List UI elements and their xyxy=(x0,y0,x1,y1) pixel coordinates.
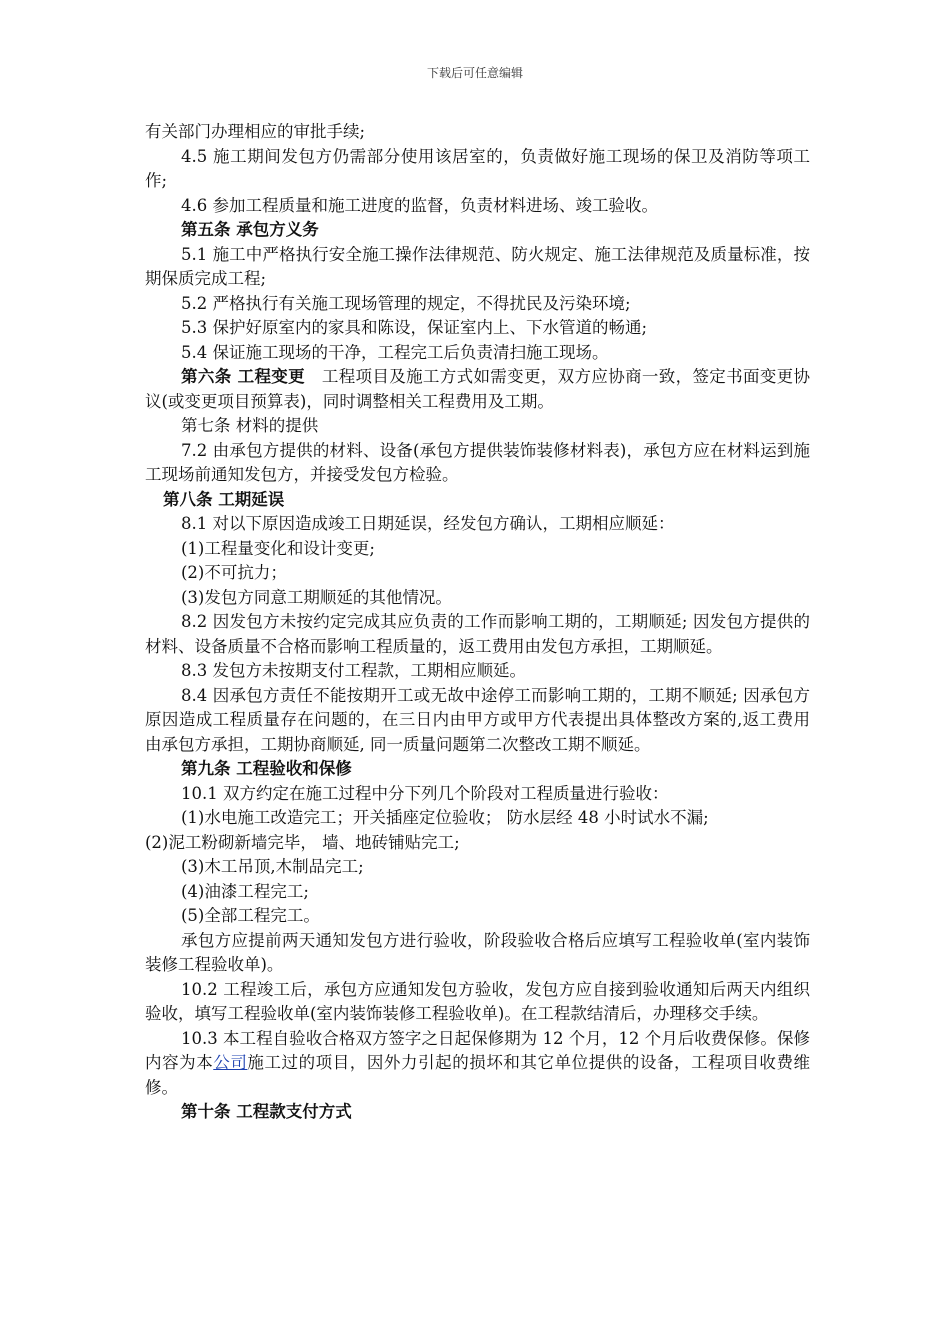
clause-8-3: 8.3 发包方未按期支付工程款，工期相应顺延。 xyxy=(181,661,526,680)
heading-article-9: 第九条 工程验收和保修 xyxy=(181,759,352,778)
clause-10-1: 10.1 双方约定在施工过程中分下列几个阶段对工程质量进行验收： xyxy=(181,783,669,803)
paragraph: 有关部门办理相应的审批手续; xyxy=(145,122,366,141)
list-item: (3)发包方同意工期顺延的其他情况。 xyxy=(181,587,452,607)
heading-article-5: 第五条 承包方义务 xyxy=(181,220,319,239)
clause-4-6: 4.6 参加工程质量和施工进度的监督，负责材料进场、竣工验收。 xyxy=(181,195,658,215)
clause-5-3: 5.3 保护好原室内的家具和陈设，保证室内上、下水管道的畅通; xyxy=(181,318,648,337)
heading-article-6: 第六条 工程变更 xyxy=(181,367,306,386)
article-6-text: 工程项目及施工方式如需变更，双方应协商一致，签定书面变更协议(或变更项目预算表)，同时调整相关工程费用及工期。 xyxy=(145,367,811,411)
list-item: (3)木工吊顶,木制品完工; xyxy=(181,857,364,876)
document-body xyxy=(145,120,810,1125)
heading-article-10: 第十条 工程款支付方式 xyxy=(181,1102,352,1121)
page-header: 下载后可任意编辑 xyxy=(426,66,523,80)
clause-7-2: 7.2 由承包方提供的材料、设备(承包方提供装饰装修材料表)，承包方应在材料运到施工现场前通知发包方，并接受发包方检验。 xyxy=(145,440,810,484)
list-item: (2)泥工粉砌新墙完毕， 墙、地砖铺贴完工; xyxy=(145,832,460,852)
heading-article-8: 第八条 工期延误 xyxy=(163,489,285,509)
company-link[interactable]: 公司 xyxy=(213,1053,248,1072)
list-item: (2)不可抗力； xyxy=(181,563,287,582)
acceptance-paragraph: 承包方应提前两天通知发包方进行验收，阶段验收合格后应填写工程验收单(室内装饰装修工程验收单)。 xyxy=(145,930,810,974)
clause-5-1: 5.1 施工中严格执行安全施工操作法律规范、防火规定、施工法律规范及质量标准，按期保质完成工程; xyxy=(145,244,810,288)
list-item: (1)工程量变化和设计变更; xyxy=(181,538,375,558)
clause-5-4: 5.4 保证施工现场的干净，工程完工后负责清扫施工现场。 xyxy=(181,342,609,362)
list-item: (1)水电施工改造完工；开关插座定位验收； 防水层经 48 小时试水不漏; xyxy=(181,808,709,827)
clause-4-5: 4.5 施工期间发包方仍需部分使用该居室的，负责做好施工现场的保卫及消防等项工作; xyxy=(145,146,810,190)
clause-8-4: 8.4 因承包方责任不能按期开工或无故中途停工而影响工期的，工期不顺延; 因承包方原因造成工程质量存在问题的，在三日内由甲方或甲方代表提出具体整改方案的,返工费用由承包方承担，工期协商顺延, 同一质量问题第二次整改工期不顺延。 xyxy=(145,685,810,754)
clause-10-3-text-a: 10.3 本工程自验收合格双方签字之日起保修期为 12 个月，12 个月后收费保修。保修内容为本 xyxy=(145,1028,810,1072)
article-6-paragraph xyxy=(145,365,810,414)
heading-article-7: 第七条 材料的提供 xyxy=(181,416,319,435)
clause-10-3-text-b: 施工过的项目，因外力引起的损坏和其它单位提供的设备，工程项目收费维修。 xyxy=(145,1053,811,1097)
clause-5-2: 5.2 严格执行有关施工现场管理的规定，不得扰民及污染环境; xyxy=(181,293,631,313)
clause-8-1: 8.1 对以下原因造成竣工日期延误，经发包方确认，工期相应顺延： xyxy=(181,514,675,533)
list-item: (4)油漆工程完工; xyxy=(181,881,309,901)
clause-10-2: 10.2 工程竣工后，承包方应通知发包方验收，发包方应自接到验收通知后两天内组织验收，填写工程验收单(室内装饰装修工程验收单)。在工程款结清后，办理移交手续。 xyxy=(145,979,810,1023)
list-item: (5)全部工程完工。 xyxy=(181,906,320,925)
clause-8-2: 8.2 因发包方未按约定完成其应负责的工作而影响工期的，工期顺延; 因发包方提供的材料、设备质量不合格而影响工程质量的，返工费用由发包方承担，工期顺延。 xyxy=(145,612,810,656)
clause-10-3 xyxy=(145,1027,810,1101)
